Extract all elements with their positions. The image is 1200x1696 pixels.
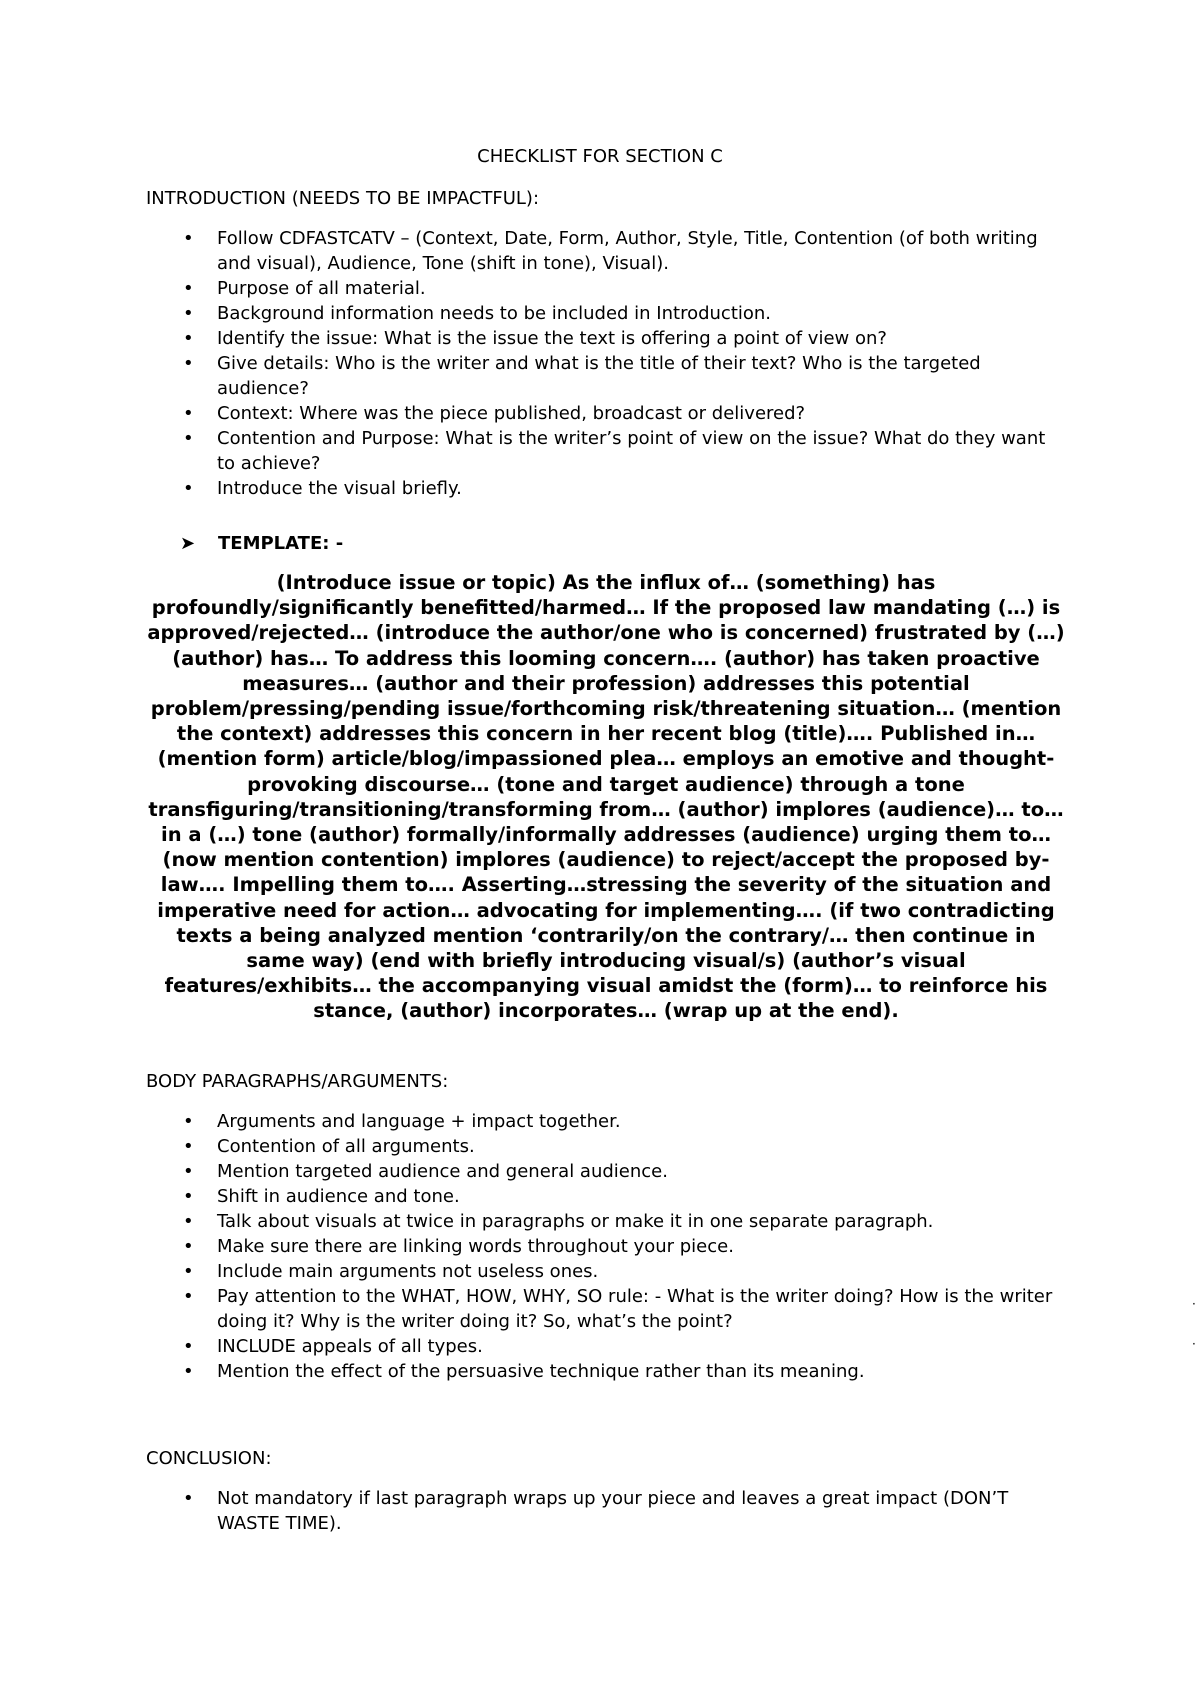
list-item-text: Background information needs to be included in Introduction. xyxy=(217,303,772,324)
conclusion-heading: CONCLUSION: xyxy=(146,1448,272,1469)
introduction-heading: INTRODUCTION (NEEDS TO BE IMPACTFUL): xyxy=(146,188,540,209)
bullet-icon: • xyxy=(183,328,194,349)
list-item xyxy=(146,276,1066,301)
bullet-icon: • xyxy=(183,1111,194,1132)
list-item-text: INCLUDE appeals of all types. xyxy=(217,1336,483,1357)
list-item xyxy=(146,1134,1066,1159)
bullet-icon: • xyxy=(183,1161,194,1182)
bullet-icon: • xyxy=(183,1236,194,1257)
list-item xyxy=(146,1234,1066,1259)
list-item-text: Context: Where was the piece published, broadcast or delivered? xyxy=(217,403,806,424)
bullet-icon: • xyxy=(183,1336,194,1357)
list-item-text: Follow CDFASTCATV – (Context, Date, Form, Author, Style, Title, Contention (of both writing and visual), Audience, Tone (shift in tone), Visual). xyxy=(217,228,1038,274)
list-item xyxy=(146,1184,1066,1209)
conclusion-list xyxy=(146,1486,1066,1536)
list-item xyxy=(146,1159,1066,1184)
list-item xyxy=(146,1109,1066,1134)
list-item-text: Talk about visuals at twice in paragraphs or make it in one separate paragraph. xyxy=(217,1211,934,1232)
bullet-icon: • xyxy=(183,278,194,299)
list-item xyxy=(146,1284,1066,1334)
list-item-text: Arguments and language + impact together. xyxy=(217,1111,621,1132)
list-item xyxy=(146,1209,1066,1234)
list-item-text: Not mandatory if last paragraph wraps up your piece and leaves a great impact (DON’T WASTE TIME). xyxy=(217,1488,1009,1534)
list-item-text: Identify the issue: What is the issue the text is offering a point of view on? xyxy=(217,328,887,349)
list-item xyxy=(146,426,1066,476)
list-item xyxy=(146,1359,1066,1384)
template-body: (Introduce issue or topic) As the influx of… (something) has profoundly/significantly benefitted/harmed… If the proposed law mandating (…) is approved/rejected… (introduce the author/one who is concerned) frustrated by (…) (author) has… To address this looming concern…. (author) has taken proactive measures… (author and their profession) addresses this potential problem/pressing/pending issue/forthcoming risk/threatening situation… (mention the context) addresses this concern in her recent blog (title)…. Published in… (mention form) article/blog/impassioned plea… employs an emotive and thought-provoking discourse… (tone and target audience) through a tone transfiguring/transitioning/transforming from… (author) implores (audience)… to… in a (…) tone (author) formally/informally addresses (audience) urging them to… (now mention contention) implores (audience) to reject/accept the proposed by-law…. Impelling them to…. Asserting…stressing the severity of the situation and imperative need for action… advocating for implementing…. (if two contradicting texts a being analyzed mention ‘contrarily/on the contrary/… then continue in same way) (end with briefly introducing visual/s) (author’s visual features/exhibits… the accompanying visual amidst the (form)… to reinforce his stance, (author) incorporates… (wrap up at the end). xyxy=(147,571,1065,1023)
margin-mark: · xyxy=(1192,1297,1196,1311)
bullet-icon: • xyxy=(183,228,194,249)
list-item-text: Purpose of all material. xyxy=(217,278,426,299)
bullet-icon: • xyxy=(183,1136,194,1157)
list-item-text: Contention of all arguments. xyxy=(217,1136,475,1157)
bullet-icon: • xyxy=(183,1186,194,1207)
bullet-icon: • xyxy=(183,428,194,449)
list-item-text: Contention and Purpose: What is the writer’s point of view on the issue? What do they want to achieve? xyxy=(217,428,1046,474)
list-item-text: Introduce the visual briefly. xyxy=(217,478,462,499)
list-item-text: Make sure there are linking words throughout your piece. xyxy=(217,1236,734,1257)
list-item xyxy=(146,401,1066,426)
list-item xyxy=(146,301,1066,326)
list-item xyxy=(146,226,1066,276)
list-item xyxy=(146,1259,1066,1284)
list-item xyxy=(146,1486,1066,1536)
list-item xyxy=(146,326,1066,351)
list-item-text: Include main arguments not useless ones. xyxy=(217,1261,599,1282)
bullet-icon: • xyxy=(183,1286,194,1307)
page-title: CHECKLIST FOR SECTION C xyxy=(477,146,723,167)
bullet-icon: • xyxy=(183,403,194,424)
template-heading xyxy=(180,531,343,556)
template-heading-label: TEMPLATE: - xyxy=(218,533,344,554)
bullet-icon: • xyxy=(183,353,194,374)
list-item-text: Pay attention to the WHAT, HOW, WHY, SO rule: - What is the writer doing? How is the writer doing it? Why is the writer doing it? So, what’s the point? xyxy=(217,1286,1053,1332)
list-item-text: Give details: Who is the writer and what is the title of their text? Who is the targeted audience? xyxy=(217,353,981,399)
list-item-text: Mention targeted audience and general audience. xyxy=(217,1161,668,1182)
bullet-icon: • xyxy=(183,303,194,324)
bullet-icon: • xyxy=(183,1361,194,1382)
body-paragraphs-list xyxy=(146,1109,1066,1384)
arrow-bullet-icon: ➤ xyxy=(180,533,196,554)
margin-mark: · xyxy=(1192,1337,1196,1351)
body-paragraphs-heading: BODY PARAGRAPHS/ARGUMENTS: xyxy=(146,1071,449,1092)
bullet-icon: • xyxy=(183,1261,194,1282)
list-item-text: Mention the effect of the persuasive technique rather than its meaning. xyxy=(217,1361,865,1382)
list-item xyxy=(146,476,1066,501)
bullet-icon: • xyxy=(183,1211,194,1232)
list-item xyxy=(146,1334,1066,1359)
list-item-text: Shift in audience and tone. xyxy=(217,1186,460,1207)
list-item xyxy=(146,351,1066,401)
bullet-icon: • xyxy=(183,478,194,499)
bullet-icon: • xyxy=(183,1488,194,1509)
introduction-list xyxy=(146,226,1066,501)
